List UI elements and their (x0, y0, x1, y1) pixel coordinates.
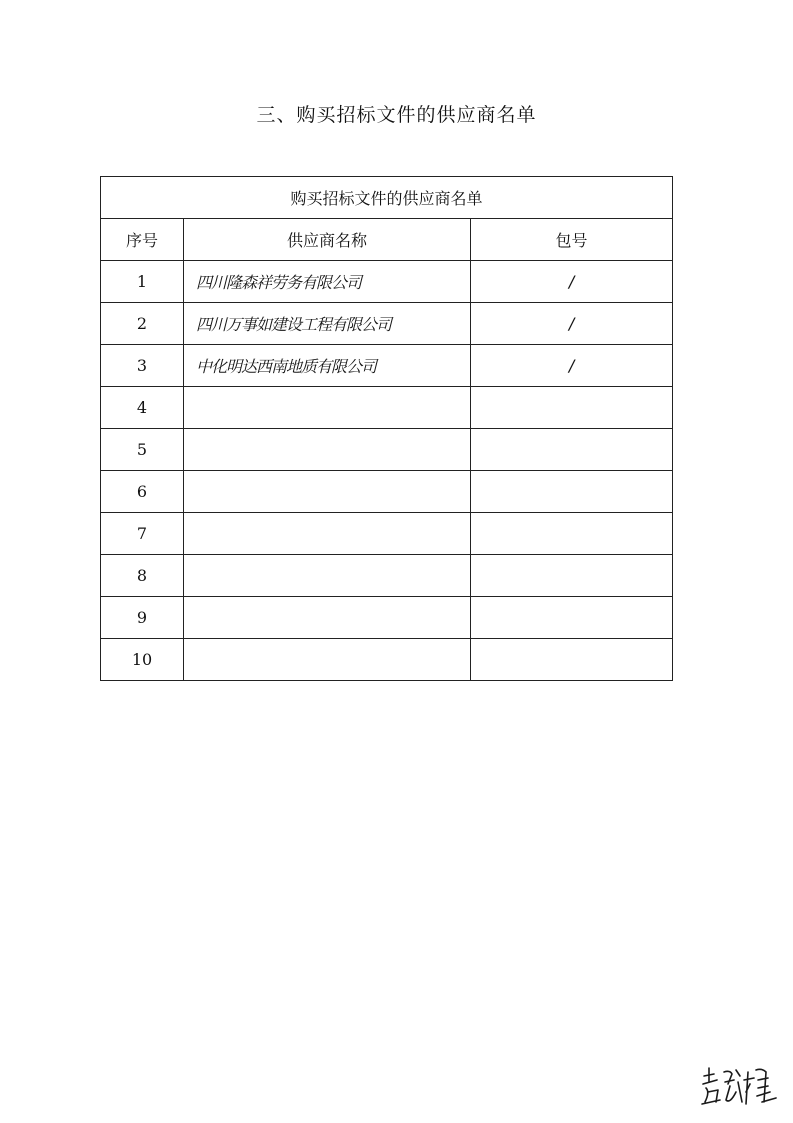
row-seq: 10 (101, 639, 184, 681)
row-seq: 1 (101, 261, 184, 303)
row-seq: 7 (101, 513, 184, 555)
table-caption-row (101, 177, 673, 219)
row-seq: 2 (101, 303, 184, 345)
row-package: / (471, 303, 673, 345)
row-supplier (184, 387, 471, 429)
supplier-table (100, 176, 673, 681)
row-supplier (184, 555, 471, 597)
row-package (471, 555, 673, 597)
row-supplier (184, 597, 471, 639)
row-package (471, 513, 673, 555)
row-package (471, 471, 673, 513)
row-package (471, 597, 673, 639)
header-package: 包号 (471, 219, 673, 261)
table-row (101, 513, 673, 555)
table-row (101, 471, 673, 513)
row-seq: 6 (101, 471, 184, 513)
row-seq: 4 (101, 387, 184, 429)
row-supplier (184, 429, 471, 471)
row-seq: 9 (101, 597, 184, 639)
row-seq: 8 (101, 555, 184, 597)
table-row (101, 555, 673, 597)
table-row (101, 345, 673, 387)
row-supplier (184, 513, 471, 555)
table-row (101, 261, 673, 303)
row-supplier (184, 639, 471, 681)
row-package (471, 429, 673, 471)
row-package (471, 639, 673, 681)
header-seq: 序号 (101, 219, 184, 261)
row-supplier: 四川隆森祥劳务有限公司 (184, 261, 471, 303)
handwritten-signature (700, 1062, 780, 1112)
row-seq: 3 (101, 345, 184, 387)
table-header-row (101, 219, 673, 261)
table-row (101, 639, 673, 681)
table-row (101, 597, 673, 639)
table-row (101, 429, 673, 471)
row-package: / (471, 345, 673, 387)
table-row (101, 303, 673, 345)
row-supplier: 中化明达西南地质有限公司 (184, 345, 471, 387)
page-heading: 三、购买招标文件的供应商名单 (256, 104, 537, 126)
row-package (471, 387, 673, 429)
row-package: / (471, 261, 673, 303)
row-seq: 5 (101, 429, 184, 471)
table-caption: 购买招标文件的供应商名单 (101, 177, 673, 219)
row-supplier: 四川万事如建设工程有限公司 (184, 303, 471, 345)
table-row (101, 387, 673, 429)
row-supplier (184, 471, 471, 513)
header-supplier: 供应商名称 (184, 219, 471, 261)
